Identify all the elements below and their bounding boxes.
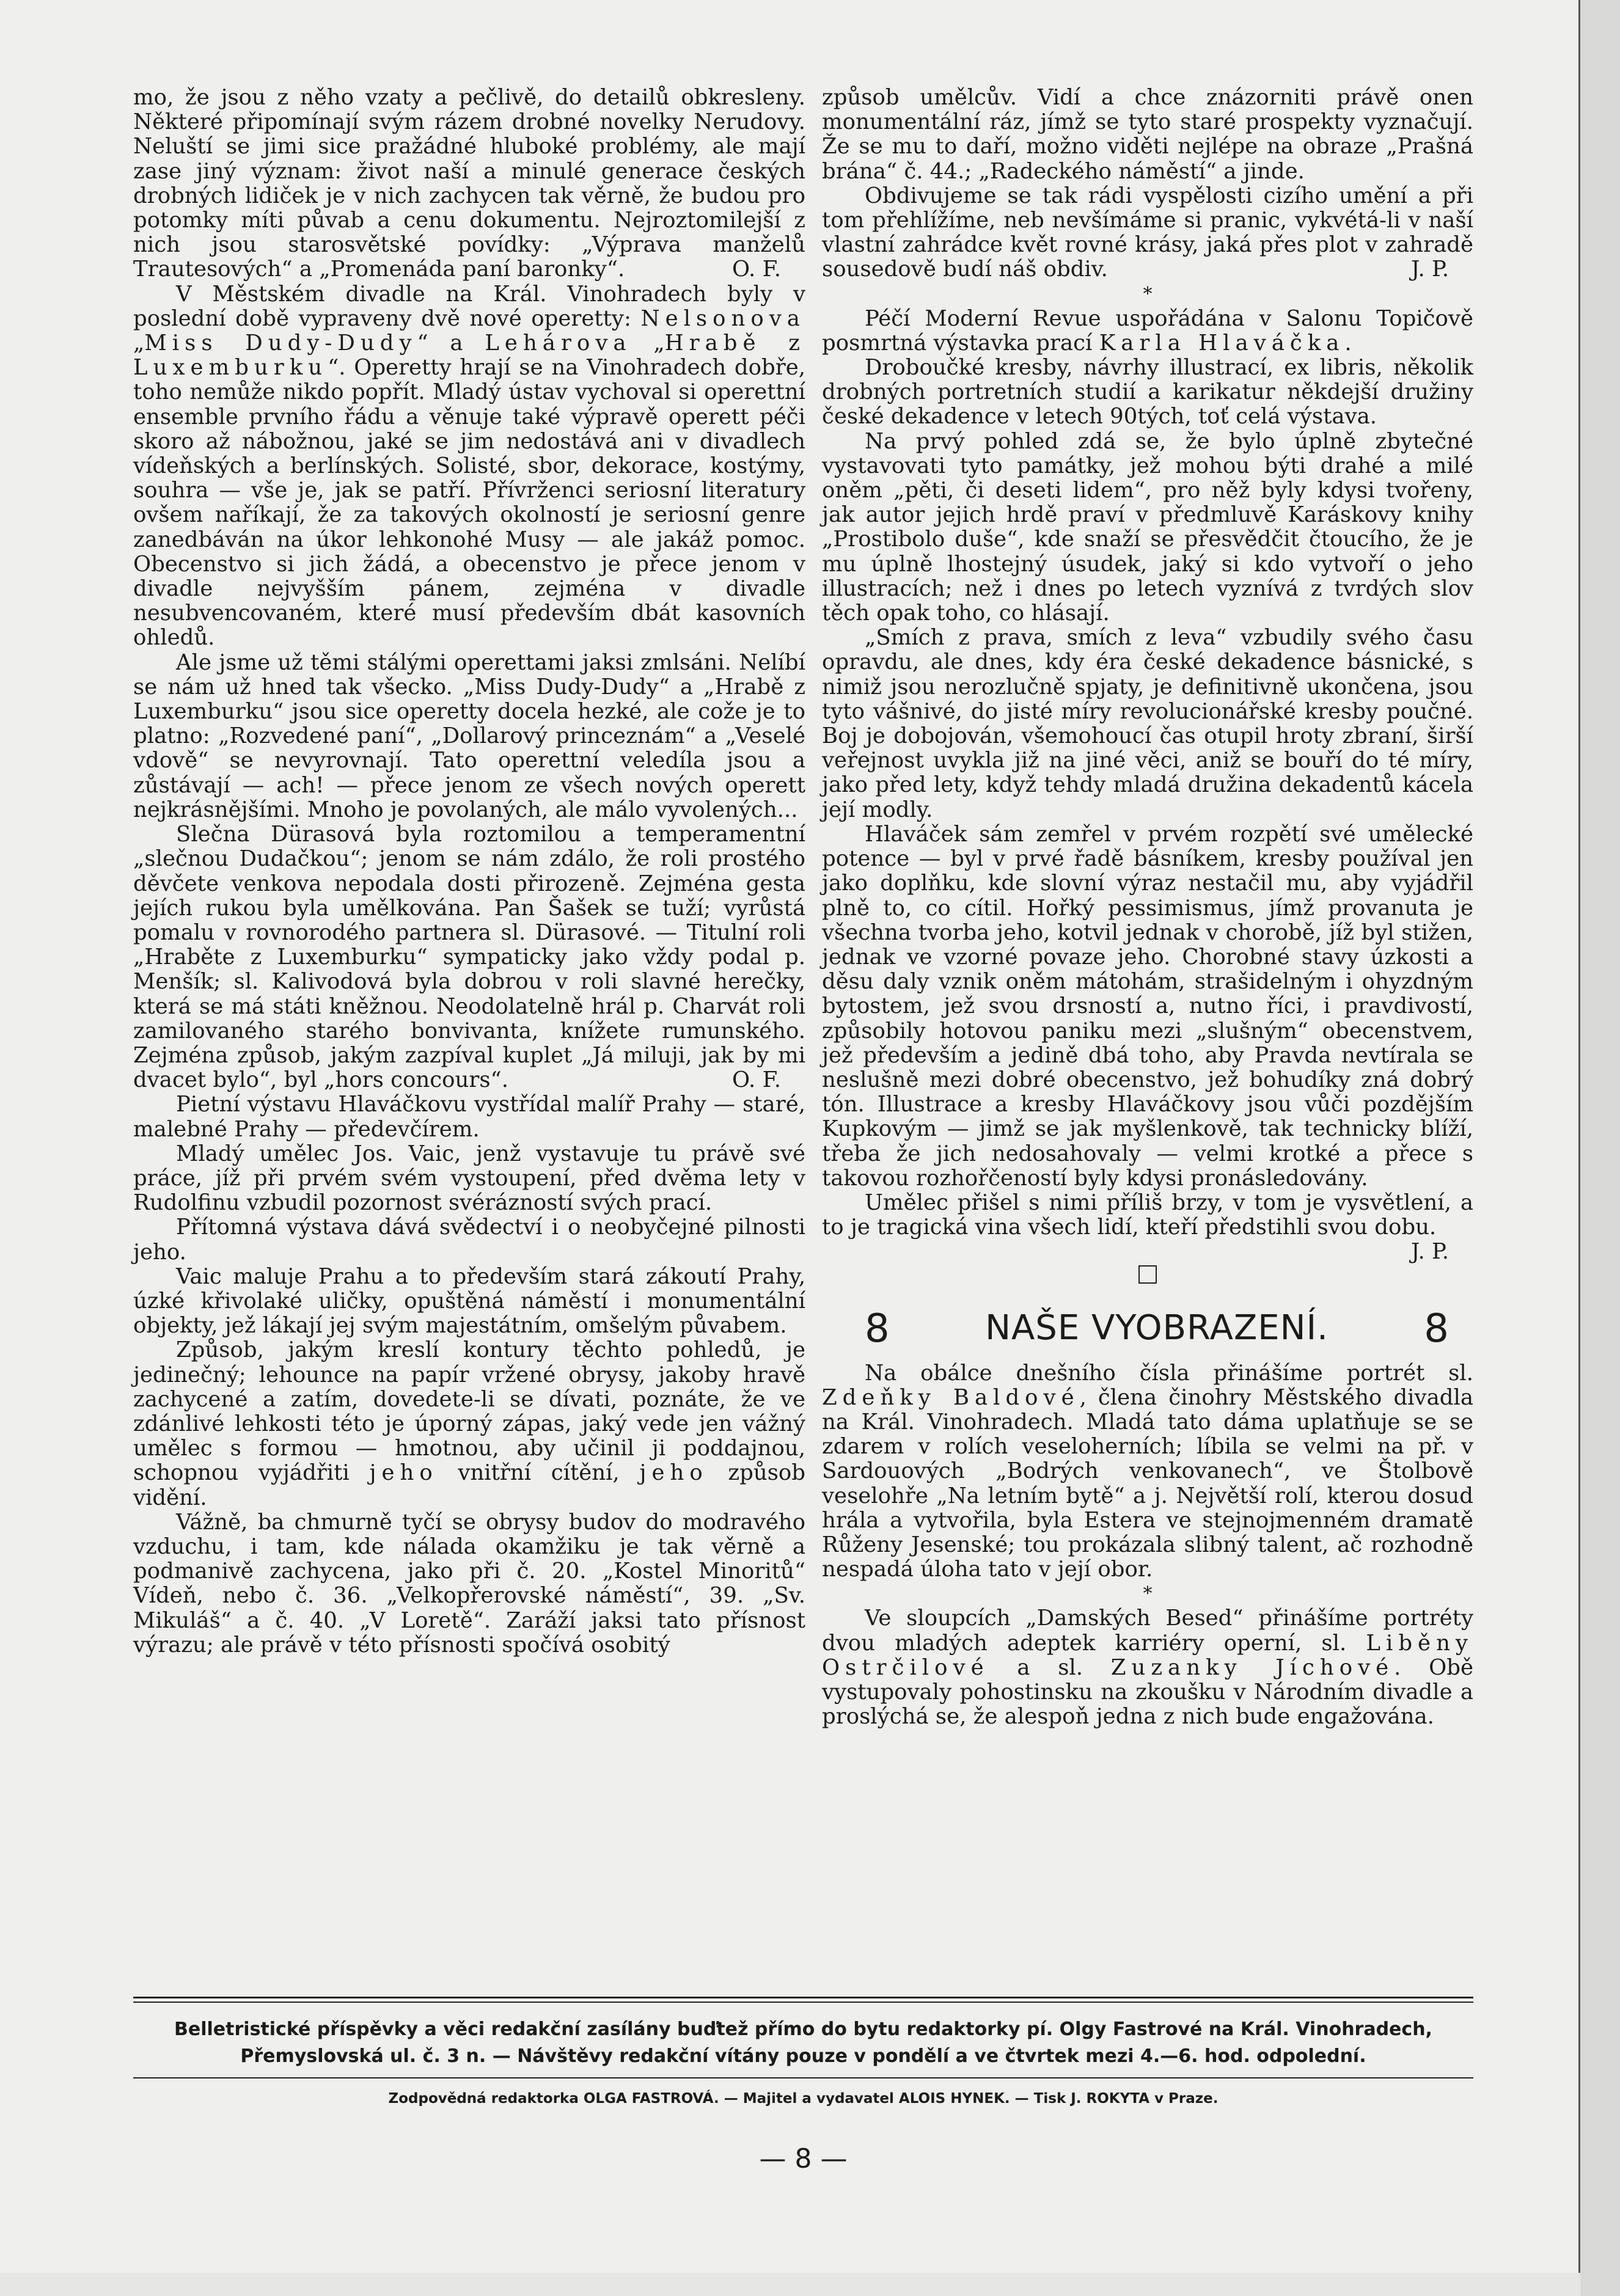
actress-name: Zdeňky Baldové xyxy=(822,1384,1080,1410)
paragraph: Péčí Moderní Revue uspořádána v Salonu Topičově posmrtná výstavka prací Karla Hlaváčka. xyxy=(822,305,1473,356)
paragraph: Způsob, jakým kreslí kontury těchto pohledů, je jedinečný; lehounce na papír vržené obrysy, jakoby hravě zachycené a zatím, dovedete-li se dívati, poznáte, že ve zdánlivé lehkosti této je úporný zápas, jaký vede jen vážný umělec s formou — hmotnou, aby učinil ji poddajnou, schopnou vyjádřiti jeho vnitřní cítění, jeho způsob vidění. xyxy=(133,1337,806,1510)
paragraph: Droboučké kresby, návrhy illustrací, ex libris, několik drobných portretních studií a karikatur někdejší družiny české dekadence v letech 90tých, toť celá výstava. xyxy=(822,355,1473,430)
footer-rule-top xyxy=(133,1997,1473,1998)
right-column xyxy=(822,86,1473,1729)
section-header xyxy=(822,1307,1473,1350)
footer-rule-middle xyxy=(133,2077,1473,2078)
page-edge-line xyxy=(1578,0,1580,2296)
imprint-line: Zodpovědná redaktorka OLGA FASTROVÁ. — Majitel a vydavatel ALOIS HYNEK. — Tisk J. ROKYTA v Praze. xyxy=(388,2091,1219,2107)
singer-name: Liběny Ostrčilové xyxy=(822,1630,1473,1680)
composer-name: Lehárova xyxy=(485,331,632,356)
paragraph: Umělec přišel s nimi příliš brzy, v tom je vysvětlení, a to je tragická vina všech lidí, kteří předstihli svou dobu. J. P. xyxy=(822,1190,1473,1265)
section-ornament: 8 xyxy=(865,1306,890,1351)
composer-name: Nelsonova xyxy=(640,305,805,331)
section-title: NAŠE VYOBRAZENÍ. xyxy=(985,1308,1329,1348)
signature: J. P. xyxy=(1410,1239,1449,1265)
editorial-notice xyxy=(133,2016,1473,2070)
singer-name: Zuzanky Jíchové xyxy=(1110,1654,1395,1680)
paragraph: Vážně, ba chmurně tyčí se obrysy budov do modravého vzduchu, i tam, kde nálada okamžiku je tak věrně a podmanivě zachycena, jako při č. 20. „Kostel Minoritů“ Vídeň, nebo č. 36. „Velkopřerovské náměstí“, 39. „Sv. Mikuláš“ a č. 40. „V Loretě“. Zaráží jaksi tato přísnost výrazu; ale právě v této přísnosti spočívá osobitý xyxy=(133,1509,805,1658)
paragraph: V Městském divadle na Král. Vinohradech byly v poslední době vypraveny dvě nové operetty: Nelsonova „Miss Dudy-Dudy“ a Lehárova „Hrabě z Luxemburku“. Operetty hrají se na Vinohradech dobře, toho nemůže nikdo popřít. Mladý ústav vychoval si operettní ensemble prvního řádu a věnuje také výpravě operett péči skoro až nábožnou, jaké se jim nedostává ani v divadlech vídeňských a berlínských. Solisté, sbor, dekorace, kostýmy, souhra — vše je, jak se patří. Přívrženci seriosní literatury ovšem naříkají, že za takových okolností je seriosní genre zanedbáván na úkor lehkonohé Musy — ale jakáž pomoc. Obecenstvo si jich žádá, a obecenstvo je přece jenom v divadle nejvyšším pánem, zejména v divadle nesubvencovaném, které musí především dbát kasovních ohledů. xyxy=(133,281,805,651)
paragraph: Na prvý pohled zdá se, že bylo úplně zbytečné vystavovati tyto památky, jež mohou býti drahé a milé oněm „pěti, či deseti lidem“, pro něž byly kdysi tvořeny, jak autor jejich hrdě praví v předmluvě Karáskovy knihy „Prostibolo duše“, kde snaží se přesvědčit čtoucího, že je mu úplně lhostejný úsudek, jaký si kdo vytvoří o jeho illustracích; než i dnes po letech vyznívá z tvrdých slov těch opak toho, co hlásají. xyxy=(822,428,1473,626)
notice-line: Belletristické příspěvky a věci redakční zasílány buďtež přímo do bytu redaktorky pí. Olgy Fastrové na Král. Vinohradech, xyxy=(174,2019,1432,2040)
paragraph: Obdivujeme se tak rádi vyspělosti cizího umění a při tom přehlížíme, neb nevšímáme si pranic, vykvétá-li v naší vlastní zahrádce květ rovné krásy, jaká přes plot v zahradě sousedově budí náš obdiv. J. P. xyxy=(822,183,1473,282)
page-bottom-shade xyxy=(0,2273,1580,2296)
paragraph: Ale jsme už těmi stálými operettami jaksi zmlsáni. Nelíbí se nám už hned tak všecko. „Miss Dudy-Dudy“ a „Hrabě z Luxemburku“ jsou sice operetty docela hezké, ale cože je to platno: „Rozvedené paní“, „Dollarový princeznám“ a „Veselé vdově“ se nevyrovnají. Tato operettní veledíla jsou a zůstávají — ach! — přece jenom ze všech nových operett nejkrásnějšími. Mnoho je povolaných, ale málo vyvolených... xyxy=(133,649,805,822)
page-edge-shadow xyxy=(1580,0,1620,2296)
signature: O. F. xyxy=(732,1067,781,1093)
paragraph: Slečna Dürasová byla roztomilou a temperamentní „slečnou Dudačkou“; jenom se nám zdálo, že roli prostého děvčete venkova nepodala dosti přirozeně. Zejména gesta jejích rukou byla umělkována. Pan Šašek se tuží; vyrůstá pomalu v rovnorodého partnera sl. Dürasové. — Titulní roli „Hraběte z Luxemburku“ sympaticky jako vždy podal p. Menšík; sl. Kalivodová byla dobrou v roli slavné herečky, která se má státi kněžnou. Neodolatelně hrál p. Charvát roli zamilovaného starého bonvivanta, knížete rumunského. Zejména způsob, jakým zazpíval kuplet „Já miluji, jak by mi dvacet bylo“, byl „hors concours“. O. F. xyxy=(133,822,805,1093)
artist-name: Karla Hlaváčka xyxy=(1099,330,1345,356)
paragraph: Přítomná výstava dává svědectví i o neobyčejné pilnosti jeho. xyxy=(133,1215,805,1265)
paragraph: Hlaváček sám zemřel v prvém rozpětí své umělecké potence — byl v prvé řadě básníkem, kresby používal jen jako doplňku, kde slovní výraz nestačil mu, aby vyjádřil plně to, co cítil. Hořký pessimismus, jímž provanuta je všechna tvorba jeho, kotvil jednak v chorobě, jíž byl stižen, jednak ve vzorné povaze jeho. Chorobné stavy úzkosti a děsu daly vznik oněm mátohám, strašidelným i ohyzdným bytostem, jež svou drsností a, nutno říci, i pravdivostí, způsobily hotovou paniku mezi „slušným“ obecenstvem, jež především a jedině dbá toho, aby Pravda nevtírala se neslušně mezi dobré obecenstvo, jež bohudíky zná dobrý tón. Illustrace a kresby Hlaváčkovy jsou vůči pozdějším Kupkovým — jimž se jak myšlenkově, tak technicky blíží, třeba že jich nedosahovaly — velmi krotké a přece s takovou rozhořčeností byly kdysi pronásledovány. xyxy=(822,821,1473,1191)
notice-line: Přemyslovská ul. č. 3 n. — Návštěvy redakční vítány pouze v pondělí a ve čtvrtek mezi 4.—6. hod. odpolední. xyxy=(240,2046,1366,2067)
paragraph: Na obálce dnešního čísla přinášíme portrét sl. Zdeňky Baldové, člena činohry Městského divadla na Král. Vinohradech. Mladá tato dáma uplatňuje se se zdarem v rolích veseloherních; líbila se velmi na př. v Sardouových „Bodrých venkovanech“, ve Štolbově veselohře „Na letním bytě“ a j. Největší rolí, kterou dosud hrála a vytvořila, byla Estera ve stejnojmenném dramatě Růženy Jesenské; tou prokázala slibný talent, ač rozhodně nespadá úloha tato v její obor. xyxy=(822,1360,1473,1582)
paragraph: Pietní výstavu Hlaváčkovu vystřídal malíř Prahy — staré, malebné Prahy — předevčírem. xyxy=(133,1092,805,1142)
operetta-title: Hrabě z Luxemburku xyxy=(133,331,805,381)
paragraph: Mladý umělec Jos. Vaic, jenž vystavuje tu právě své práce, jíž při prvém svém vystoupení, před dvěma lety v Rudolfinu vzbudil pozornost svérázností svých prací. xyxy=(133,1141,805,1216)
paragraph: Ve sloupcích „Damských Besed“ přinášíme portréty dvou mladých adeptek karriéry operní, sl. Liběny Ostrčilové a sl. Zuzanky Jíchové. Obě vystupovaly pohostinsku na zkoušku v Národním divadle a proslýchá se, že alespoň jedna z nich bude engažována. xyxy=(822,1606,1473,1730)
separator-asterisk: * xyxy=(1143,1583,1153,1605)
separator-asterisk: * xyxy=(1143,283,1153,305)
left-column xyxy=(133,86,805,1658)
signature: J. P. xyxy=(1410,257,1449,282)
signature: O. F. xyxy=(732,257,781,282)
section-ornament: 8 xyxy=(1424,1306,1449,1351)
footer-rule-top-inner xyxy=(133,2002,1473,2003)
paragraph: „Smích z prava, smích z leva“ vzbudily svého času opravdu, ale dnes, kdy éra české dekadence básnické, s nimiž jsou nerozlučně spjaty, je definitivně ukončena, jsou tyto vášnivé, do jisté míry revolucionářské kresby poučné. Boj je dobojován, všemohoucí čas otupil hroty zbraní, širší veřejnost uvykla již na jiné věci, aniž se bouří do té míry, jako před lety, když tehdy mladá družina dekadentů kácela její modly. xyxy=(822,625,1473,822)
operetta-title: Miss Dudy-Dudy xyxy=(144,331,417,356)
section-divider-box xyxy=(822,1265,1473,1289)
page-number: — 8 — xyxy=(759,2143,848,2174)
paragraph: mo, že jsou z něho vzaty a pečlivě, do detailů obkresleny. Některé připomínají svým rázem drobné novelky Nerudovy. Neluští se jimi sice pražádné hluboké problémy, ale mají zase jiný význam: život naší a minulé generace českých drobných lidiček je v nich zachycen tak věrně, že budou pro potomky míti půvab a cenu dokumentu. Nejroztomilejší z nich jsou starosvětské povídky: „Výprava manželů Trautesových“ a „Promenáda paní baronky“. O. F. xyxy=(133,85,805,282)
paragraph: Vaic maluje Prahu a to především stará zákoutí Prahy, úzké křivolaké uličky, opuštěná náměstí i monumentální objekty, jež lákají jej svým majestátním, omšelým půvabem. xyxy=(133,1263,805,1339)
paragraph: způsob umělcův. Vidí a chce znázorniti právě onen monumentální ráz, jímž se tyto staré prospekty vyznačují. Že se mu to daří, možno viděti nejlépe na obraze „Prašná brána“ č. 44.; „Radeckého náměstí“ a jinde. xyxy=(822,85,1473,184)
